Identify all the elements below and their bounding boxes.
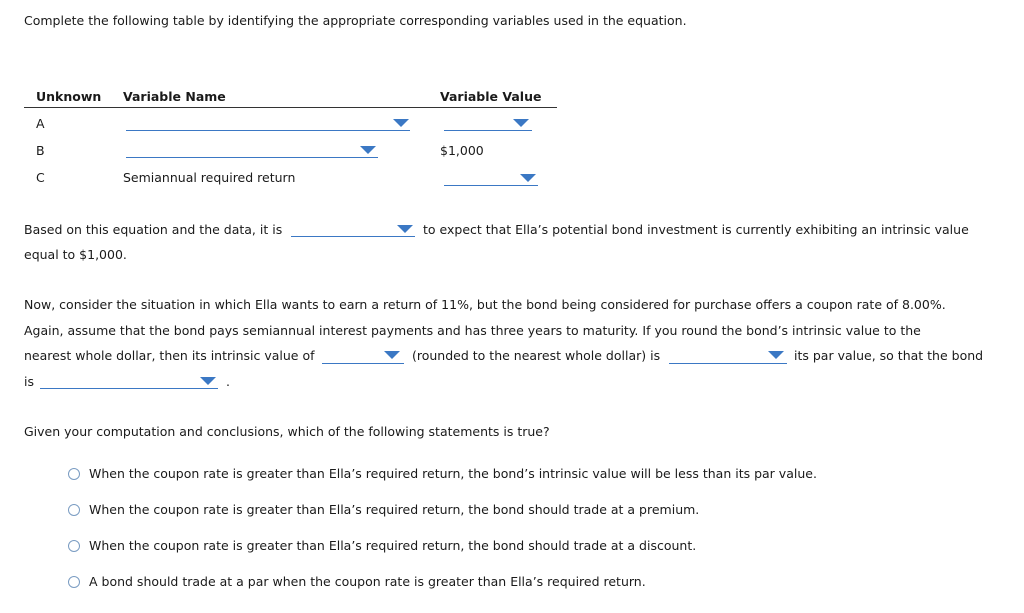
radio-button[interactable] [68,576,80,588]
para2-line-1: Now, consider the situation in which Ella wants to earn a return of 11%, but the bond being considered for purchase offers a coupon rate of 8.00%. [24,297,946,312]
row-b-unknown: B [36,143,45,158]
option-label: A bond should trade at a par when the coupon rate is greater than Ella’s required return. [89,574,646,589]
chevron-down-icon [397,225,413,233]
para2-line-4b: . [226,374,230,389]
para2-line-4a: is [24,374,34,389]
row-c-variable-name: Semiannual required return [123,170,296,185]
header-unknown: Unknown [36,89,102,104]
chevron-down-icon [513,119,529,127]
radio-button[interactable] [68,468,80,480]
chevron-down-icon [520,174,536,182]
para1-text-3: equal to $1,000. [24,247,127,262]
radio-button[interactable] [68,504,80,516]
row-a-unknown: A [36,116,45,131]
radio-button[interactable] [68,540,80,552]
para1-text-2: to expect that Ella’s potential bond investment is currently exhibiting an intrinsic value [423,222,969,237]
chevron-down-icon [360,146,376,154]
instructions-text: Complete the following table by identifying the appropriate corresponding variables used in the equation. [24,13,687,28]
chevron-down-icon [384,351,400,359]
row-b-variable-value: $1,000 [440,143,484,158]
question-text: Given your computation and conclusions, which of the following statements is true? [24,424,550,439]
para2-line-3a: nearest whole dollar, then its intrinsic value of [24,348,315,363]
table-header-rule [24,107,557,108]
para2-line-2: Again, assume that the bond pays semiannual interest payments and has three years to maturity. If you round the bond’s intrinsic value to the [24,323,921,338]
chevron-down-icon [200,377,216,385]
option-label: When the coupon rate is greater than Ella’s required return, the bond should trade at a discount. [89,538,697,553]
para1-text-1: Based on this equation and the data, it is [24,222,283,237]
para2-line-3c: its par value, so that the bond [794,348,984,363]
option-label: When the coupon rate is greater than Ella’s required return, the bond should trade at a premium. [89,502,700,517]
option-label: When the coupon rate is greater than Ella’s required return, the bond’s intrinsic value will be less than its par value. [89,466,817,481]
para2-line-3b: (rounded to the nearest whole dollar) is [412,348,661,363]
chevron-down-icon [768,351,784,359]
header-variable-name: Variable Name [123,89,226,104]
row-c-unknown: C [36,170,45,185]
chevron-down-icon [393,119,409,127]
header-variable-value: Variable Value [440,89,542,104]
